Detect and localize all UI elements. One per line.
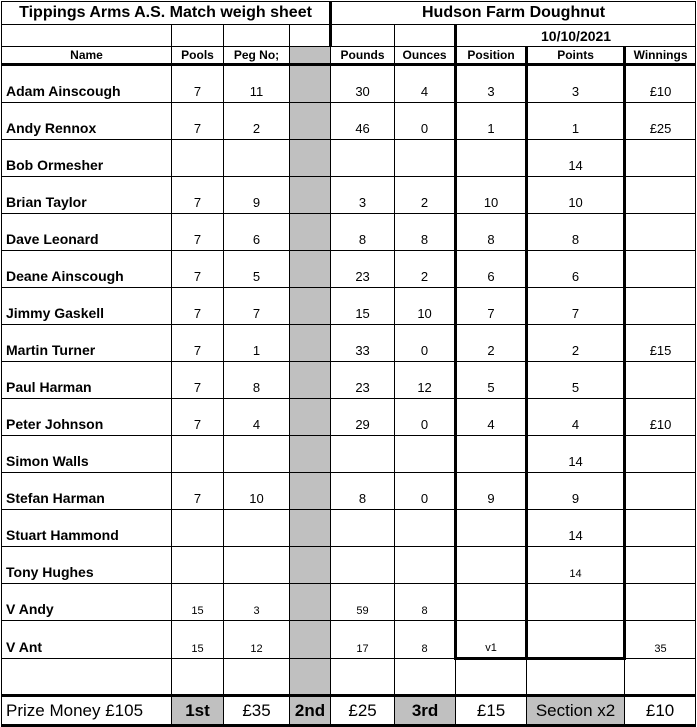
angler-name: V Ant [2, 621, 172, 659]
pounds-cell [331, 436, 395, 473]
prize-section-value: £10 [625, 696, 696, 726]
position-cell [456, 510, 527, 547]
table-row [2, 103, 696, 140]
ounces-cell: 12 [395, 362, 456, 399]
winnings-cell: £10 [625, 65, 696, 103]
pounds-cell: 30 [331, 65, 395, 103]
points-cell: 2 [527, 325, 625, 362]
table-row [2, 251, 696, 288]
table-row [2, 473, 696, 510]
column-header-row [2, 47, 696, 65]
pools-cell: 7 [172, 362, 224, 399]
ounces-cell [395, 436, 456, 473]
pools-cell: 7 [172, 399, 224, 436]
angler-name: Adam Ainscough [2, 65, 172, 103]
peg-cell: 1 [224, 325, 290, 362]
table-row [2, 436, 696, 473]
points-cell: 14 [527, 547, 625, 584]
spacer-cell [290, 251, 331, 288]
position-cell: 5 [456, 362, 527, 399]
angler-name: Martin Turner [2, 325, 172, 362]
pools-cell: 7 [172, 288, 224, 325]
spacer-cell [290, 621, 331, 659]
peg-cell: 9 [224, 177, 290, 214]
pounds-cell: 33 [331, 325, 395, 362]
pools-cell [172, 140, 224, 177]
points-cell [527, 621, 625, 659]
ounces-cell: 0 [395, 103, 456, 140]
points-cell: 1 [527, 103, 625, 140]
ounces-cell [395, 510, 456, 547]
winnings-cell [625, 436, 696, 473]
angler-name: Peter Johnson [2, 399, 172, 436]
points-cell: 14 [527, 140, 625, 177]
angler-name: Deane Ainscough [2, 251, 172, 288]
pools-cell: 7 [172, 65, 224, 103]
points-cell: 5 [527, 362, 625, 399]
prize-second-value: £25 [331, 696, 395, 726]
pounds-cell: 29 [331, 399, 395, 436]
table-row [2, 621, 696, 659]
ounces-cell [395, 547, 456, 584]
table-row [2, 288, 696, 325]
winnings-cell [625, 362, 696, 399]
peg-cell: 7 [224, 288, 290, 325]
pounds-cell: 46 [331, 103, 395, 140]
pounds-cell [331, 547, 395, 584]
pounds-cell [331, 510, 395, 547]
pounds-cell: 8 [331, 473, 395, 510]
ounces-cell: 8 [395, 214, 456, 251]
angler-name: Stuart Hammond [2, 510, 172, 547]
prize-first-label: 1st [172, 696, 224, 726]
position-cell: 3 [456, 65, 527, 103]
winnings-cell: 35 [625, 621, 696, 659]
ounces-cell: 0 [395, 325, 456, 362]
angler-name: Bob Ormesher [2, 140, 172, 177]
peg-cell: 12 [224, 621, 290, 659]
position-cell [456, 140, 527, 177]
winnings-cell: £10 [625, 399, 696, 436]
pools-cell [172, 510, 224, 547]
ounces-cell: 10 [395, 288, 456, 325]
table-row [2, 584, 696, 621]
pounds-cell: 23 [331, 251, 395, 288]
spacer-cell [290, 362, 331, 399]
pools-cell [172, 436, 224, 473]
angler-name: Jimmy Gaskell [2, 288, 172, 325]
spacer-cell [290, 65, 331, 103]
spacer-cell [290, 214, 331, 251]
pounds-cell: 59 [331, 584, 395, 621]
angler-name: Andy Rennox [2, 103, 172, 140]
pools-cell: 7 [172, 177, 224, 214]
pools-cell: 7 [172, 103, 224, 140]
winnings-cell: £25 [625, 103, 696, 140]
angler-name: Dave Leonard [2, 214, 172, 251]
col-header-winnings: Winnings [625, 47, 696, 65]
points-cell: 8 [527, 214, 625, 251]
spacer-cell [290, 510, 331, 547]
spacer-cell [290, 325, 331, 362]
spacer-cell [290, 140, 331, 177]
points-cell: 14 [527, 436, 625, 473]
spacer-cell [290, 436, 331, 473]
pounds-cell: 17 [331, 621, 395, 659]
points-cell: 10 [527, 177, 625, 214]
peg-cell: 11 [224, 65, 290, 103]
prize-section-label: Section x2 [527, 696, 625, 726]
ounces-cell [395, 140, 456, 177]
position-cell: 1 [456, 103, 527, 140]
peg-cell: 3 [224, 584, 290, 621]
winnings-cell [625, 177, 696, 214]
ounces-cell: 0 [395, 399, 456, 436]
angler-name: Stefan Harman [2, 473, 172, 510]
match-date: 10/10/2021 [456, 25, 696, 47]
points-cell: 3 [527, 65, 625, 103]
points-cell [527, 584, 625, 621]
pools-cell: 15 [172, 621, 224, 659]
points-cell: 9 [527, 473, 625, 510]
position-cell: 2 [456, 325, 527, 362]
venue-title: Hudson Farm Doughnut [331, 2, 696, 25]
peg-cell [224, 510, 290, 547]
angler-name: Tony Hughes [2, 547, 172, 584]
peg-cell: 2 [224, 103, 290, 140]
winnings-cell [625, 288, 696, 325]
position-cell: 4 [456, 399, 527, 436]
col-header-spacer [290, 47, 331, 65]
spacer-cell [290, 584, 331, 621]
pools-cell: 15 [172, 584, 224, 621]
table-row [2, 214, 696, 251]
pounds-cell: 23 [331, 362, 395, 399]
peg-cell [224, 547, 290, 584]
table-row [2, 65, 696, 103]
col-header-peg: Peg No; [224, 47, 290, 65]
pools-cell: 7 [172, 325, 224, 362]
col-header-pounds: Pounds [331, 47, 395, 65]
position-cell: 10 [456, 177, 527, 214]
ounces-cell: 8 [395, 584, 456, 621]
spacer-cell [290, 177, 331, 214]
prize-first-value: £35 [224, 696, 290, 726]
points-cell: 14 [527, 510, 625, 547]
col-header-ounces: Ounces [395, 47, 456, 65]
table-row [2, 140, 696, 177]
position-cell: v1 [456, 621, 527, 659]
ounces-cell: 2 [395, 251, 456, 288]
pools-cell: 7 [172, 214, 224, 251]
col-header-name: Name [2, 47, 172, 65]
peg-cell: 4 [224, 399, 290, 436]
title-row [2, 2, 696, 25]
position-cell: 6 [456, 251, 527, 288]
angler-name: Simon Walls [2, 436, 172, 473]
angler-name: Paul Harman [2, 362, 172, 399]
pounds-cell: 3 [331, 177, 395, 214]
spacer-cell [290, 288, 331, 325]
pounds-cell: 15 [331, 288, 395, 325]
table-row [2, 547, 696, 584]
pools-cell: 7 [172, 473, 224, 510]
spacer-cell [290, 103, 331, 140]
peg-cell [224, 436, 290, 473]
position-cell [456, 547, 527, 584]
table-row [2, 362, 696, 399]
ounces-cell: 8 [395, 621, 456, 659]
winnings-cell [625, 510, 696, 547]
table-row [2, 325, 696, 362]
spacer-cell [290, 547, 331, 584]
peg-cell: 6 [224, 214, 290, 251]
peg-cell: 5 [224, 251, 290, 288]
ounces-cell: 0 [395, 473, 456, 510]
angler-name: V Andy [2, 584, 172, 621]
pools-cell [172, 547, 224, 584]
prize-second-label: 2nd [290, 696, 331, 726]
peg-cell: 8 [224, 362, 290, 399]
position-cell: 8 [456, 214, 527, 251]
date-row [2, 25, 696, 47]
table-row [2, 177, 696, 214]
peg-cell: 10 [224, 473, 290, 510]
blank-row [2, 659, 696, 696]
spacer-cell [290, 399, 331, 436]
winnings-cell [625, 473, 696, 510]
col-header-position: Position [456, 47, 527, 65]
prize-third-label: 3rd [395, 696, 456, 726]
col-header-pools: Pools [172, 47, 224, 65]
winnings-cell [625, 584, 696, 621]
prize-money-row [2, 696, 696, 726]
ounces-cell: 2 [395, 177, 456, 214]
position-cell: 9 [456, 473, 527, 510]
winnings-cell [625, 140, 696, 177]
points-cell: 4 [527, 399, 625, 436]
table-row [2, 510, 696, 547]
angler-name: Brian Taylor [2, 177, 172, 214]
prize-third-value: £15 [456, 696, 527, 726]
weigh-sheet-table [1, 1, 696, 727]
pounds-cell [331, 140, 395, 177]
ounces-cell: 4 [395, 65, 456, 103]
position-cell [456, 436, 527, 473]
peg-cell [224, 140, 290, 177]
sheet-title: Tippings Arms A.S. Match weigh sheet [2, 2, 331, 25]
table-row [2, 399, 696, 436]
points-cell: 6 [527, 251, 625, 288]
winnings-cell [625, 547, 696, 584]
winnings-cell: £15 [625, 325, 696, 362]
prize-total: Prize Money £105 [2, 696, 172, 726]
col-header-points: Points [527, 47, 625, 65]
position-cell: 7 [456, 288, 527, 325]
pools-cell: 7 [172, 251, 224, 288]
pounds-cell: 8 [331, 214, 395, 251]
position-cell [456, 584, 527, 621]
winnings-cell [625, 214, 696, 251]
spacer-cell [290, 473, 331, 510]
points-cell: 7 [527, 288, 625, 325]
winnings-cell [625, 251, 696, 288]
